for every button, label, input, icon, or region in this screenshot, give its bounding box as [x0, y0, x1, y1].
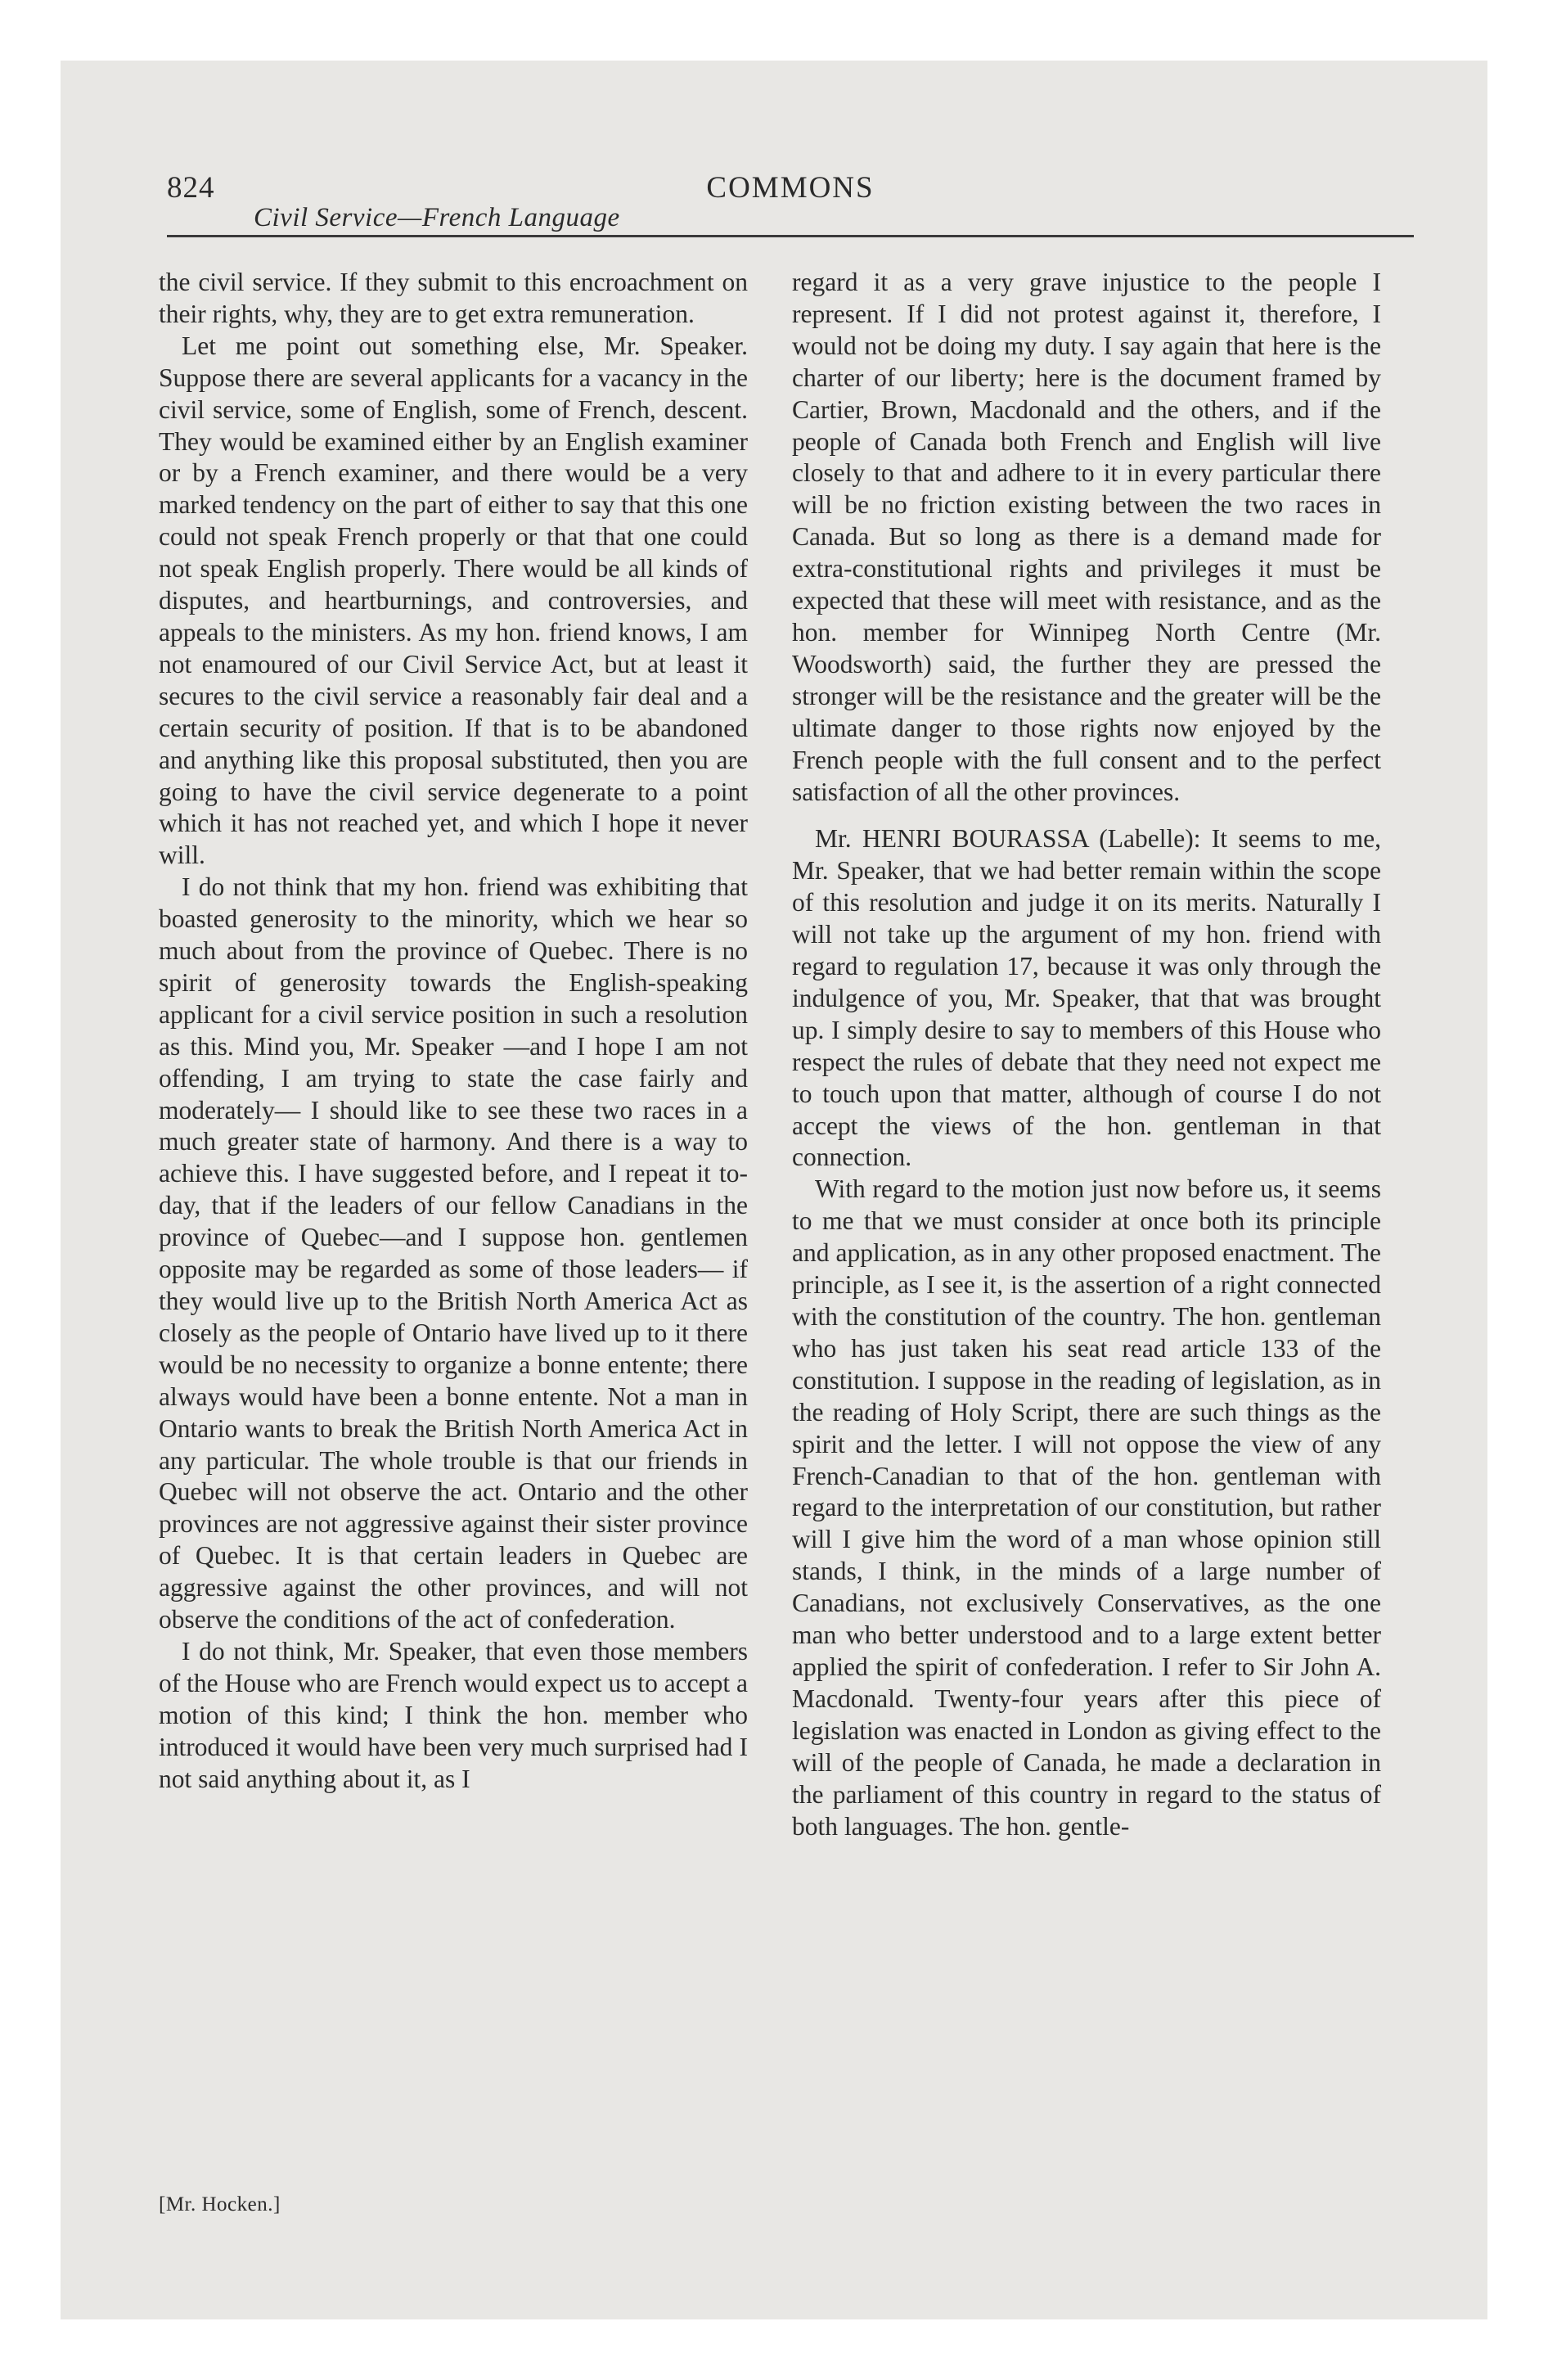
right-column [792, 267, 1381, 1842]
paragraph: With regard to the motion just now before us, it seems to me that we must consider at once both its principle and application, as in any other proposed enactment. The principle, as I see it, is the assertion of a right connected with the constitution of the country. The hon. gentleman who has just taken his seat read article 133 of the constitution. I suppose in the reading of legislation, as in the reading of Holy Script, there are such things as the spirit and the letter. I will not oppose the view of any French-Canadian to that of the hon. gentleman with regard to the interpretation of our constitution, but rather will I give him the word of a man whose opinion still stands, I think, in the minds of a large number of Canadians, not exclusively Conservatives, as the one man who better understood and to a large extent better applied the spirit of confederation. I refer to Sir John A. Macdonald. Twenty-four years after this piece of legislation was enacted in London as giving effect to the will of the people of Canada, he made a declaration in the parliament of this country in regard to the status of both languages. The hon. gentle- [792, 1174, 1381, 1841]
left-column [159, 267, 748, 1796]
speaker-footnote: [Mr. Hocken.] [159, 2193, 281, 2215]
paragraph: Let me point out something else, Mr. Speaker. Suppose there are several applicants for a vacancy in the civil service, some of English, some of French, descent. They would be examined either by an English examiner or by a French examiner, and there would be a very marked tendency on the part of either to say that this one could not speak French properly or that that one could not speak English properly. There would be all kinds of disputes, and heartburnings, and controversies, and appeals to the ministers. As my hon. friend knows, I am not enamoured of our Civil Service Act, but at least it secures to the civil service a reasonably fair deal and a certain security of position. If that is to be abandoned and anything like this proposal substituted, then you are going to have the civil service degenerate to a point which it has not reached yet, and which I hope it never will. [159, 331, 748, 870]
section-title: Civil Service—French Language [254, 203, 620, 232]
page-header [167, 160, 1414, 234]
paragraph: I do not think, Mr. Speaker, that even those members of the House who are French would expect us to accept a motion of this kind; I think the hon. member who introduced it would have been very much surprised had I not said anything about it, as I [159, 1636, 748, 1793]
paragraph: Mr. HENRI BOURASSA (Labelle): It seems to me, Mr. Speaker, that we had better remain within the scope of this resolution and judge it on its merits. Naturally I will not take up the argument of my hon. friend with regard to regulation 17, because it was only through the indulgence of you, Mr. Speaker, that that was brought up. I simply desire to say to members of this House who respect the rules of debate that they need not expect me to touch upon that matter, although of course I do not accept the views of the hon. gentleman in that connection. [792, 824, 1381, 1172]
page-number: 824 [167, 171, 215, 205]
paragraph: regard it as a very grave injustice to the people I represent. If I did not protest against it, therefore, I would not be doing my duty. I say again that here is the charter of our liberty; here is the document framed by Cartier, Brown, Macdonald and the others, and if the people of Canada both French and English will live closely to that and adhere to it in every particular there will be no friction existing between the two races in Canada. But so long as there is a demand made for extra-constitutional rights and privileges it must be expected that these will meet with resistance, and as the hon. member for Winnipeg North Centre (Mr. Woodsworth) said, the further they are pressed the stronger will be the resistance and the greater will be the ultimate danger to those rights now enjoyed by the French people with the full consent and to the perfect satisfaction of all the other provinces. [792, 268, 1381, 806]
paragraph: the civil service. If they submit to this encroachment on their rights, why, they are to get extra remuneration. [159, 268, 748, 328]
header-rule [167, 235, 1414, 237]
paragraph: I do not think that my hon. friend was exhibiting that boasted generosity to the minority, which we hear so much about from the province of Quebec. There is no spirit of generosity towards the English-speaking applicant for a civil service position in such a resolution as this. Mind you, Mr. Speaker —and I hope I am not offending, I am trying to state the case fairly and moderately— I should like to see these two races in a much greater state of harmony. And there is a way to achieve this. I have suggested before, and I repeat it to-day, that if the leaders of our fellow Canadians in the province of Quebec—and I suppose hon. gentlemen opposite may be regarded as some of those leaders— if they would live up to the British North America Act as closely as the people of Ontario have lived up to it there would be no necessity to organize a bonne entente; there always would have been a bonne entente. Not a man in Ontario wants to break the British North America Act in any particular. The whole trouble is that our friends in Quebec will not observe the act. Ontario and the other provinces are not aggressive against their sister province of Quebec. It is that certain leaders in Quebec are aggressive against the other provinces, and will not observe the conditions of the act of confederation. [159, 872, 748, 1634]
running-title: COMMONS [706, 171, 875, 205]
